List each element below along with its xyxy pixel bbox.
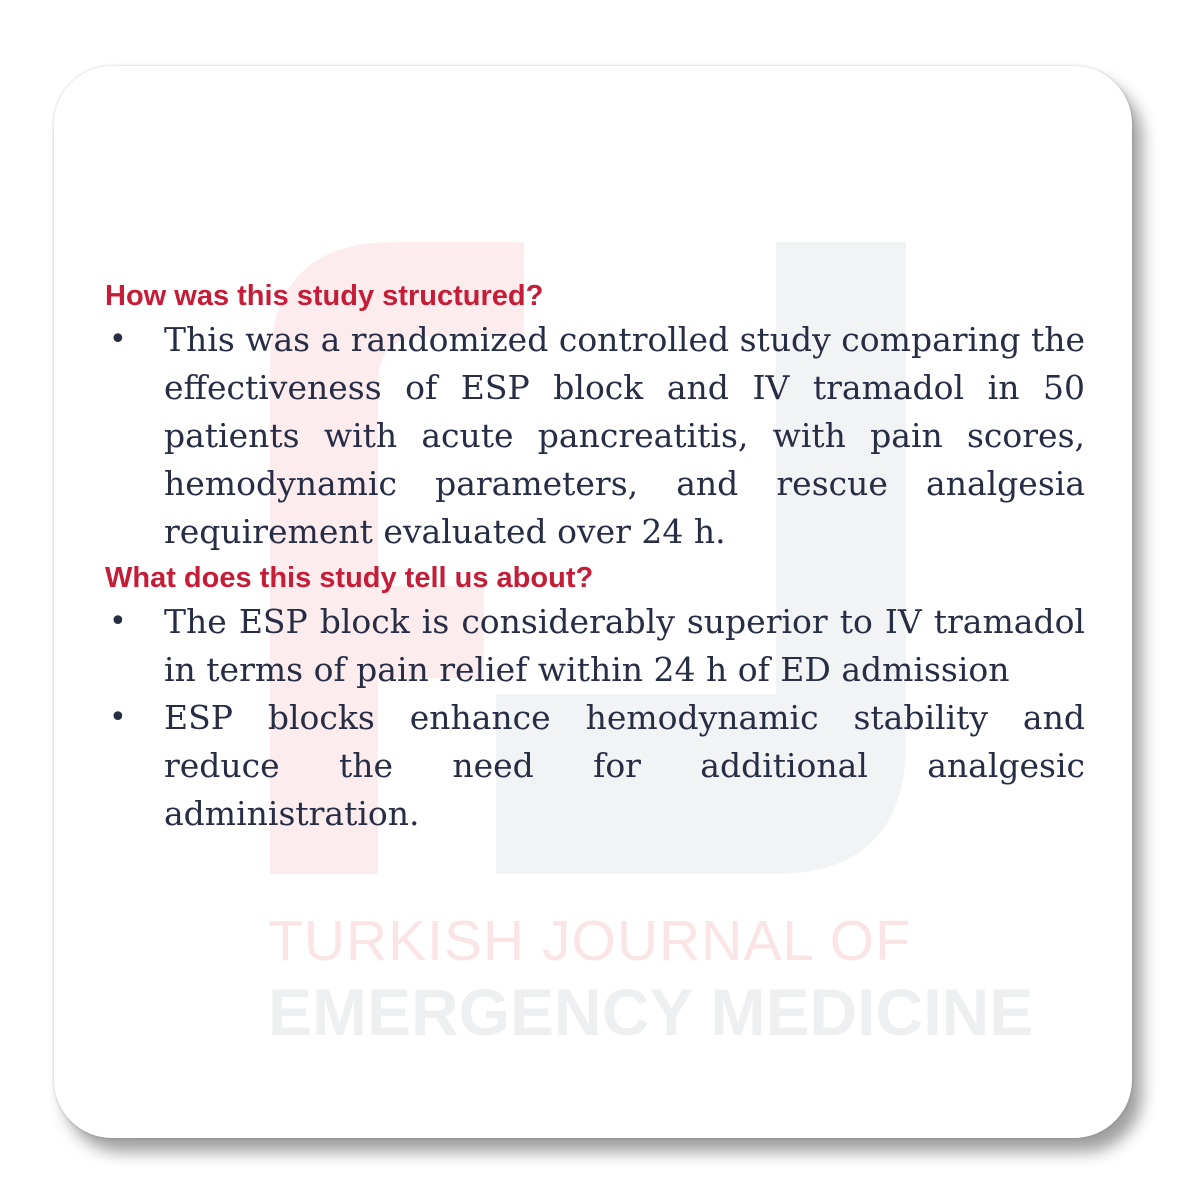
bullet-text: ESP blocks enhance hemodynamic stability and reduce the need for additional analgesic administration. [164,698,1085,833]
bullet-icon: • [109,322,127,357]
bullet-icon: • [109,700,127,735]
list-item [105,694,1085,838]
key-points-content [105,276,1085,838]
section-heading-findings: What does this study tell us about? [105,562,594,594]
key-points-card [54,66,1132,1138]
list-item [105,598,1085,694]
bullet-text: The ESP block is considerably superior to IV tramadol in terms of pain relief within 24 h of ED admission [164,602,1085,689]
structure-bullet-list [105,316,1085,556]
watermark-line-1: TURKISH JOURNAL OF [268,909,911,973]
watermark-line-2: EMERGENCY MEDICINE [268,975,1034,1049]
section-heading-structure: How was this study structured? [105,280,544,312]
list-item [105,316,1085,556]
findings-bullet-list [105,598,1085,838]
bullet-text: This was a randomized controlled study comparing the effectiveness of ESP block and IV tramadol in 50 patients with acute pancreatitis, with pain scores, hemodynamic parameters, and rescue analgesia requirement evaluated over 24 h. [164,320,1085,551]
bullet-icon: • [109,604,127,639]
